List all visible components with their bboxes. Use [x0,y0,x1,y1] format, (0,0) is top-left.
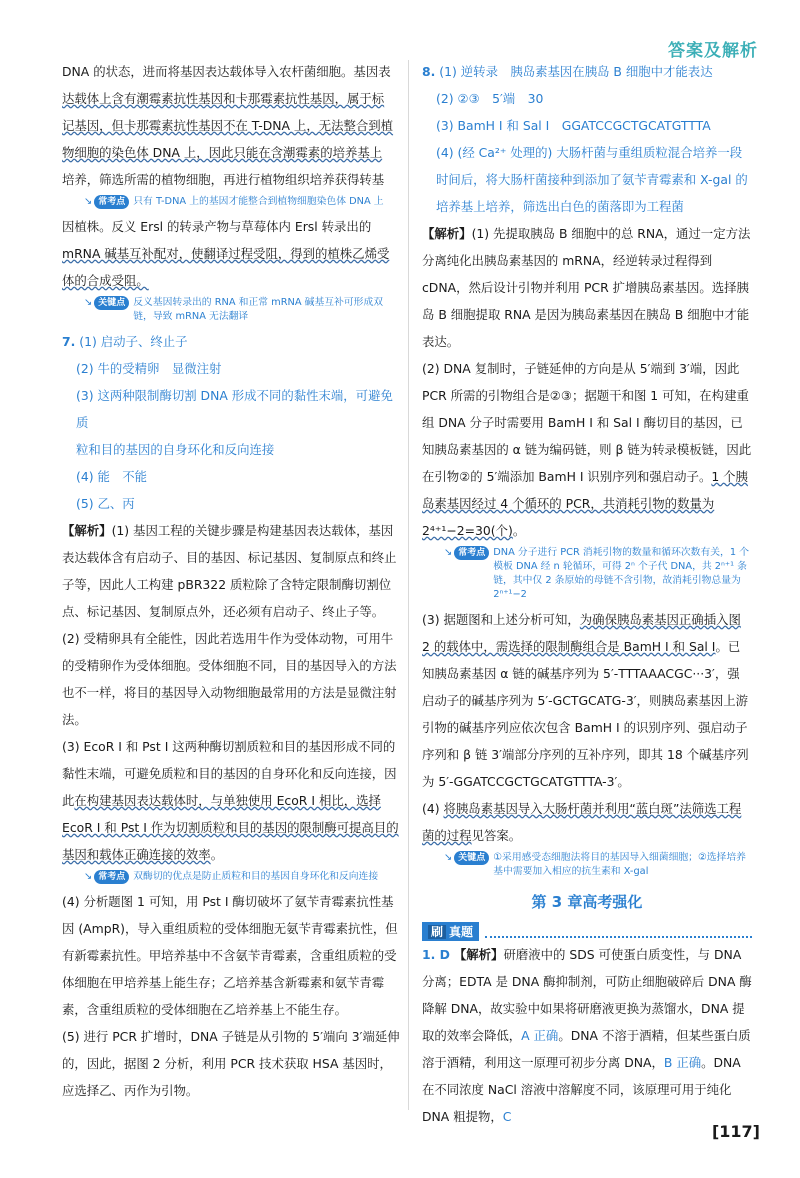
q8-answer-4: (4) (经 Ca²⁺ 处理的) 大肠杆菌与重组质粒混合培养一段时间后，将大肠杆菌接种到添加了氨苄青霉素和 X-gal 的培养基上培养，筛选出白色的菌落即为工程菌 [436,145,748,214]
text-line: 体的合成受阻。 [62,273,149,288]
question-number: 8. [422,64,436,79]
section-header [422,922,752,941]
note-arrow-icon: ↘ [84,297,93,308]
explanation-paragraph: 【解析】(1) 基因工程的关键步骤是构建基因表达载体，基因表达载体含有启动子、目的基因、标记基因、复制原点和终止子等，因此人工构建 pBR322 质粒除了含特定限制酶切割位点、标记基因、复制原点外，还必须有启动子、终止子等。 [62,523,397,619]
q8-answer-3: (3) BamH Ⅰ 和 Sal Ⅰ GGATCCGCTGCATGTTTA [436,118,711,133]
text-line: 培养，筛选所需的植物细胞，再进行植物组织培养获得转基 [62,172,385,187]
text-line: 达载体上含有潮霉素抗性基因和卡那霉素抗性基因，属于标 [62,91,385,106]
brush-icon: 刷 [428,925,446,939]
note-text: DNA 分子进行 PCR 消耗引物的数量和循环次数有关，1 个模板 DNA 经 n 轮循环，可得 2ⁿ 个子代 DNA，共 2ⁿ⁺¹ 条链，其中仅 2 条原始的母链不含引物，故消耗引物总量为 2ⁿ⁺¹−2 [493,547,749,600]
right-column [422,58,752,1130]
question-number: 1. D [422,947,450,962]
exam-point-note [84,195,402,209]
explanation-paragraph: (3) EcoR Ⅰ 和 Pst Ⅰ 这两种酶切割质粒和目的基因形成不同的黏性末端，可避免质粒和目的基因的自身环化和反向连接，因此在构建基因表达载体时，与单独使用 EcoR Ⅰ 相比，选择 EcoR Ⅰ 和 Pst Ⅰ 作为切割质粒和目的基因的限制酶可提高目的基因和载体正确连接的效率。 [62,739,399,862]
note-text: 只有 T-DNA 上的基因才能整合到植物细胞染色体 DNA 上 [133,196,384,207]
explanation-paragraph: (3) 据题图和上述分析可知，为确保胰岛素基因正确插入图 2 的载体中，需选择的限制酶组合是 BamH Ⅰ 和 Sal Ⅰ。已知胰岛素基因 α 链的碱基序列为 5′-TTTAAACGC···3′，强启动子的碱基序列为 5′-GCTGCATG-3′，则胰岛素基因上游引物的碱基序列应依次包含 BamH Ⅰ 的识别序列、强启动子序列和 β 链 3′端部分序列的互补序列，即其 18 个碱基序列为 5′-GGATCCGCTGCATGTTTA-3′。 [422,612,749,789]
note-text: ①采用感受态细胞法将目的基因导入细菌细胞；②选择培养基中需要加入相应的抗生素和 X-gal [493,852,746,877]
q7-answer-5: (5) 乙、丙 [76,496,135,511]
exam-point-note [444,546,752,602]
key-point-note [444,851,752,879]
q7-answer-2: (2) 牛的受精卵 显微注射 [76,361,222,376]
text-line: 记基因，但卡那霉素抗性基因不在 T-DNA 上，无法整合到植 [62,118,394,133]
text-line: 物细胞的染色体 DNA 上，因此只能在含潮霉素的培养基上 [62,145,383,160]
q7-answer-4: (4) 能 不能 [76,469,148,484]
page-header-title: 答案及解析 [668,41,758,61]
note-badge: 常考点 [454,546,489,560]
page-number: [117] [711,1122,760,1141]
explanation-paragraph: (2) 受精卵具有全能性，因此若选用牛作为受体动物，可用牛的受精卵作为受体细胞。受体细胞不同，目的基因导入的方法也不一样，将目的基因导入动物细胞最常用的方法是显微注射法。 [62,631,397,727]
note-badge: 常考点 [94,195,129,209]
explanation-paragraph: 【解析】(1) 先提取胰岛 B 细胞中的总 RNA，通过一定方法分离纯化出胰岛素基因的 mRNA，经逆转录过程得到 cDNA，然后设计引物并利用 PCR 扩增胰岛素基因。选择胰岛 B 细胞提取 RNA 是因为胰岛素基因在胰岛 B 细胞中才能表达。 [422,226,751,349]
text-line: mRNA 碱基互补配对，使翻译过程受阻，得到的植株乙烯受 [62,246,390,261]
note-text: 双酶切的优点是防止质粒和目的基因自身环化和反向连接 [133,871,379,882]
section-label: 刷 真题 [422,922,479,941]
note-arrow-icon: ↘ [444,547,453,558]
q7-answer-1: 7. (1) 启动子、终止子 [62,334,188,349]
note-badge: 关键点 [454,851,489,865]
note-badge: 关键点 [94,296,129,310]
q8-answer-2: (2) ②③ 5′端 30 [436,91,544,106]
key-point-note [84,296,402,324]
column-divider [408,60,409,1110]
explanation-paragraph: (2) DNA 复制时，子链延伸的方向是从 5′端到 3′端，因此 PCR 所需的引物组合是②③；据题干和图 1 可知，在构建重组 DNA 分子时需要用 BamH Ⅰ 和 Sal Ⅰ 酶切目的基因，已知胰岛素基因的 α 链为编码链，则 β 链为转录模板链，因此在引物②的 5′端添加 BamH Ⅰ 识别序列和强启动子。1 个胰岛素基因经过 4 个循环的 PCR，共消耗引物的数量为 2⁴⁺¹−2=30(个)。 [422,361,752,538]
question-number: 7. [62,334,76,349]
explanation-paragraph: (5) 进行 PCR 扩增时，DNA 子链是从引物的 5′端向 3′端延伸的，因此，据图 2 分析，利用 PCR 技术获取 HSA 基因时，应选择乙、丙作为引物。 [62,1029,400,1098]
note-badge: 常考点 [94,870,129,884]
section-divider [485,926,752,938]
note-text: 反义基因转录出的 RNA 和正常 mRNA 碱基互补可形成双链，导致 mRNA 无法翻译 [133,297,384,322]
q8-answer-1: 8. (1) 逆转录 胰岛素基因在胰岛 B 细胞中才能表达 [422,64,713,79]
left-column [62,58,402,1104]
explanation-paragraph: (4) 将胰岛素基因导入大肠杆菌并利用“蓝白斑”法筛选工程菌的过程见答案。 [422,801,742,843]
q7-answer-3a: (3) 这两种限制酶切割 DNA 形成不同的黏性末端，可避免质 [76,388,393,430]
chapter-heading: 第 3 章高考强化 [531,893,643,911]
note-arrow-icon: ↘ [444,852,453,863]
exam-point-note [84,870,402,884]
explanation-paragraph: 1. D 【解析】研磨液中的 SDS 可使蛋白质变性，与 DNA 分离；EDTA 是 DNA 酶抑制剂，可防止细胞破碎后 DNA 酶降解 DNA，故实验中如果将研磨液更换为蒸馏水，DNA 提取的效率会降低，A 正确。DNA 不溶于酒精，但某些蛋白质溶于酒精，利用这一原理可初步分离 DNA，B 正确。DNA 在不同浓度 NaCl 溶液中溶解度不同，该原理可用于纯化 DNA 粗提物，C [422,947,752,1124]
text-line: 因植株。反义 Ersl 的转录产物与草莓体内 Ersl 转录出的 [62,219,372,234]
note-arrow-icon: ↘ [84,871,93,882]
note-arrow-icon: ↘ [84,196,93,207]
explanation-paragraph: (4) 分析题图 1 可知，用 Pst Ⅰ 酶切破坏了氨苄青霉素抗性基因 (AmpR)，导入重组质粒的受体细胞无氨苄青霉素抗性，但有新霉素抗性。甲培养基中不含氨苄青霉素，含重组质粒的受体细胞在甲培养基上能生存；乙培养基含新霉素和氨苄青霉素，含重组质粒的受体细胞在乙培养基上不能生存。 [62,894,398,1017]
text-line: DNA 的状态，进而将基因表达载体导入农杆菌细胞。基因表 [62,64,391,79]
q7-answer-3b: 粒和目的基因的自身环化和反向连接 [76,442,275,457]
